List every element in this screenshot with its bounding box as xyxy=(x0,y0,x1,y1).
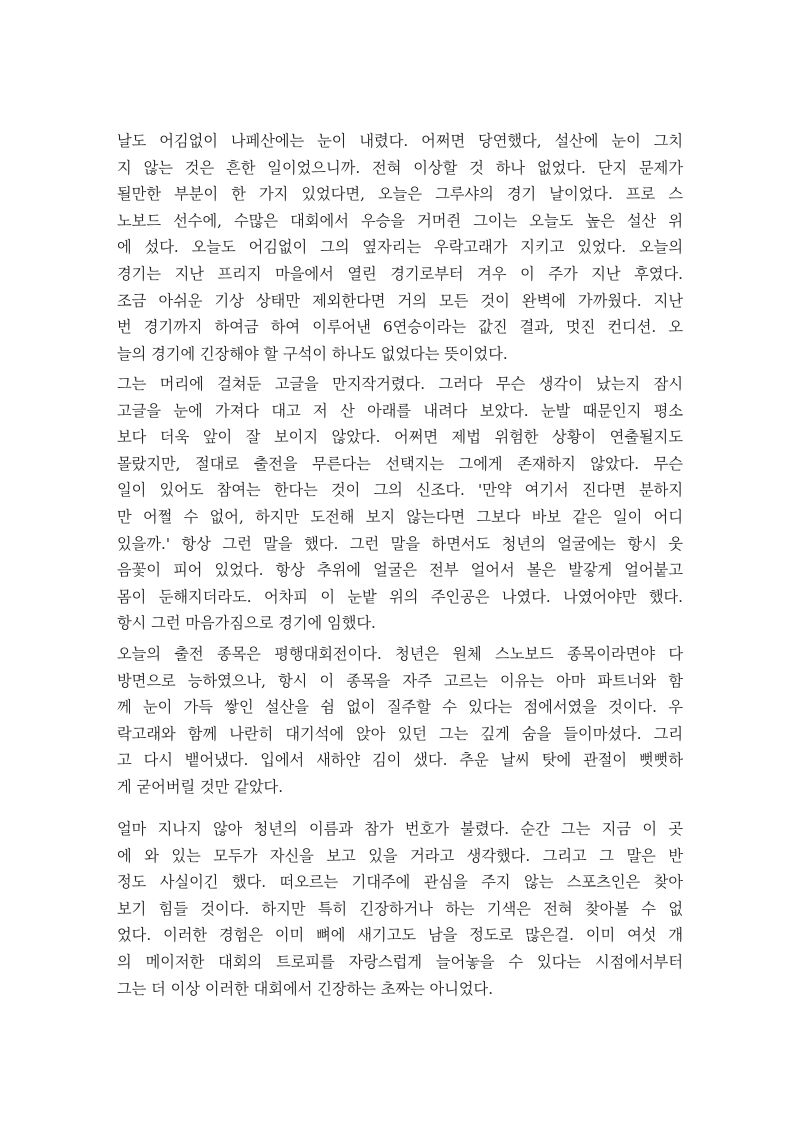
text-line: 만 어쩔 수 없어, 하지만 도전해 보지 않는다면 그보다 바보 같은 일이 어디 xyxy=(117,507,683,526)
text-line: 몸이 둔해지더라도. 어차피 이 눈밭 위의 주인공은 나였다. 나였어야만 했다. xyxy=(117,587,683,606)
text-line: 방면으로 능하였으나, 항시 이 종목을 자주 고르는 이유는 아마 파트너와 함 xyxy=(117,671,683,690)
text-line: 의 메이저한 대회의 트로피를 자랑스럽게 늘어놓을 수 있다는 시점에서부터 xyxy=(117,952,683,971)
text-line: 정도 사실이긴 했다. 떠오르는 기대주에 관심을 주지 않는 스포츠인은 찾아 xyxy=(117,873,683,892)
text-line: 얼마 지나지 않아 청년의 이름과 참가 번호가 불렸다. 순간 그는 지금 이 곳 xyxy=(117,820,683,838)
text-line: 늘의 경기에 긴장해야 할 구석이 하나도 없었다는 뜻이었다. xyxy=(117,344,508,363)
text-line: 보다 더욱 앞이 잘 보이지 않았다. 어쩌면 제법 위험한 상황이 연출될지도 xyxy=(117,428,683,447)
paragraph-3 xyxy=(117,641,683,801)
text-line: 지 않는 것은 흔한 일이었으니까. 전혀 이상할 것 하나 없었다. 단지 문제가 xyxy=(117,158,683,177)
text-line: 게 굳어버릴 것만 같았다. xyxy=(117,777,284,796)
text-line: 노보드 선수에, 수많은 대회에서 우승을 거머쥔 그이는 오늘도 높은 설산 위 xyxy=(117,211,683,230)
text-line: 께 눈이 가득 쌓인 설산을 쉼 없이 질주할 수 있다는 점에서였을 것이다. 우 xyxy=(117,698,683,717)
text-line: 경기는 지난 프리지 마을에서 열린 경기로부터 겨우 이 주가 지난 후였다. xyxy=(117,264,683,283)
text-line: 고글을 눈에 가져다 대고 저 산 아래를 내려다 보았다. 눈발 때문인지 평소 xyxy=(117,401,683,420)
text-line: 보기 힘들 것이다. 하지만 특히 긴장하거나 하는 기색은 전혀 찾아볼 수 없 xyxy=(117,899,683,918)
text-line: 에 와 있는 모두가 자신을 보고 있을 거라고 생각했다. 그리고 그 말은 반 xyxy=(117,846,683,865)
text-line: 그는 머리에 걸쳐둔 고글을 만지작거렸다. 그러다 무슨 생각이 났는지 잠시 xyxy=(117,375,683,393)
paragraph-4 xyxy=(117,816,683,1002)
text-line: 조금 아쉬운 기상 상태만 제외한다면 거의 모든 것이 완벽에 가까웠다. 지난 xyxy=(117,291,683,310)
paragraph-2 xyxy=(117,371,683,637)
text-line: 었다. 이러한 경험은 이미 뼈에 새기고도 남을 정도로 많은걸. 이미 여섯 개 xyxy=(117,926,683,945)
text-line: 음꽃이 피어 있었다. 항상 추위에 얼굴은 전부 얼어서 볼은 발갛게 얼어붙고 xyxy=(117,561,683,580)
text-line: 고 다시 뱉어냈다. 입에서 새하얀 김이 샜다. 추운 날씨 탓에 관절이 뻣뻣하 xyxy=(117,751,683,770)
text-line: 몰랐지만, 절대로 출전을 무른다는 선택지는 그에게 존재하지 않았다. 무슨 xyxy=(117,454,683,473)
text-line: 항시 그런 마음가짐으로 경기에 임했다. xyxy=(117,614,376,633)
text-line: 날도 어김없이 나페산에는 눈이 내렸다. 어쩌면 당연했다, 설산에 눈이 그치 xyxy=(117,132,683,150)
text-line: 있을까.' 항상 그런 말을 했다. 그런 말을 하면서도 청년의 얼굴에는 항시 웃 xyxy=(117,534,683,553)
text-line: 락고래와 함께 나란히 대기석에 앉아 있던 그는 깊게 숨을 들이마셨다. 그리 xyxy=(117,724,683,743)
text-line: 그는 더 이상 이러한 대회에서 긴장하는 초짜는 아니었다. xyxy=(117,979,494,998)
text-line: 오늘의 출전 종목은 평행대회전이다. 청년은 원체 스노보드 종목이라면야 다 xyxy=(117,645,683,663)
paragraph-1 xyxy=(117,128,683,367)
text-line: 될만한 부분이 한 가지 있었다면, 오늘은 그루샤의 경기 날이었다. 프로 스 xyxy=(117,185,683,204)
text-line: 일이 있어도 참여는 한다는 것이 그의 신조다. '만약 여기서 진다면 분하지 xyxy=(117,481,683,500)
text-line: 에 섰다. 오늘도 어김없이 그의 옆자리는 우락고래가 지키고 있었다. 오늘의 xyxy=(117,238,683,257)
text-line: 번 경기까지 하여금 하여 이루어낸 6연승이라는 값진 결과, 멋진 컨디션. 오 xyxy=(117,318,683,337)
